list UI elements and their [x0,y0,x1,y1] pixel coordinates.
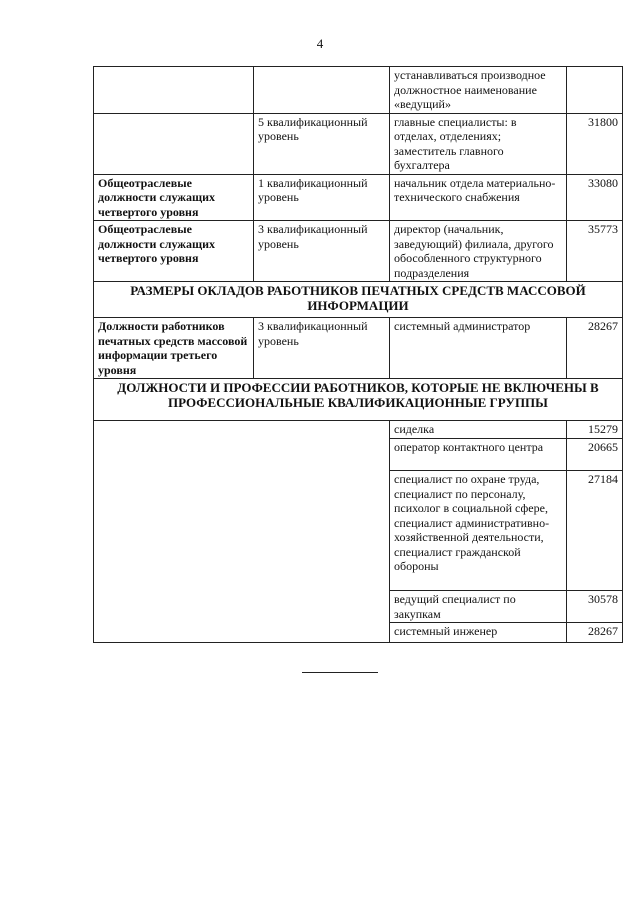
section-heading-other: ДОЛЖНОСТИ И ПРОФЕССИИ РАБОТНИКОВ, КОТОРЫЕ НЕ ВКЛЮЧЕНЫ В ПРОФЕССИОНАЛЬНЫЕ КВАЛИФИКАЦИОННЫЕ ГРУППЫ [94,379,623,421]
table-row [94,67,623,114]
amount-cell: 30578 [567,591,623,623]
footer-divider [302,672,378,673]
amount-cell: 20665 [567,439,623,471]
section-header-row [94,282,623,318]
position-cell: системный инженер [390,623,567,643]
amount-cell: 28267 [567,623,623,643]
page-number: 4 [316,36,324,51]
level-cell [254,67,390,114]
position-cell: начальник отдела материально-технического снабжения [390,174,567,221]
table-row [94,174,623,221]
amount-cell: 27184 [567,471,623,591]
group-cell [94,67,254,114]
level-cell: 3 квалификационный уровень [254,318,390,379]
section-header-row [94,379,623,421]
position-cell: главные специалисты: в отделах, отделениях; заместитель главного бухгалтера [390,113,567,174]
table-row [94,421,623,439]
table-row [94,318,623,379]
position-cell: директор (начальник, заведующий) филиала, другого обособленного структурного подразделения [390,221,567,282]
amount-cell: 33080 [567,174,623,221]
empty-merged-cell [94,421,390,643]
table-row [94,221,623,282]
amount-cell [567,67,623,114]
group-cell: Должности работников печатных средств массовой информации третьего уровня [94,318,254,379]
amount-cell: 35773 [567,221,623,282]
amount-cell: 28267 [567,318,623,379]
level-cell: 3 квалификационный уровень [254,221,390,282]
level-cell: 1 квалификационный уровень [254,174,390,221]
position-cell: устанавливаться производное должностное наименование «ведущий» [390,67,567,114]
position-cell: сиделка [390,421,567,439]
salary-table [93,66,623,643]
group-cell: Общеотраслевые должности служащих четвертого уровня [94,221,254,282]
amount-cell: 31800 [567,113,623,174]
table-row [94,113,623,174]
amount-cell: 15279 [567,421,623,439]
position-cell: системный администратор [390,318,567,379]
group-cell [94,113,254,174]
level-cell: 5 квалификационный уровень [254,113,390,174]
position-cell: оператор контактного центра [390,439,567,471]
position-cell: ведущий специалист по закупкам [390,591,567,623]
group-cell: Общеотраслевые должности служащих четвертого уровня [94,174,254,221]
section-heading-media: РАЗМЕРЫ ОКЛАДОВ РАБОТНИКОВ ПЕЧАТНЫХ СРЕДСТВ МАССОВОЙ ИНФОРМАЦИИ [94,282,623,318]
position-cell: специалист по охране труда, специалист по персоналу, психолог в социальной сфере, специалист административно-хозяйственной деятельности, специалист гражданской обороны [390,471,567,591]
